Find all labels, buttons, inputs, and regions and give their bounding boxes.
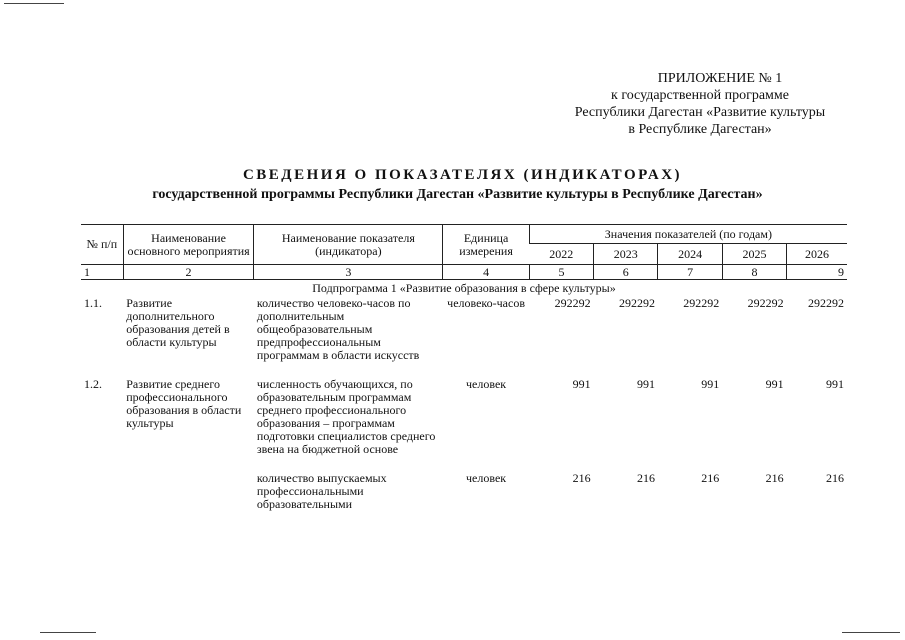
header-activity: Наименование основного мероприятия xyxy=(123,225,254,265)
row-activity: Развитие дополнительного образования детей в области культуры xyxy=(126,296,230,349)
row-indicator: количество человеко-часов по дополнительным общеобразовательным предпрофессиональным программам в области искусств xyxy=(256,296,420,362)
row-value: 292292 xyxy=(808,296,844,310)
appendix-title: ПРИЛОЖЕНИЕ № 1 xyxy=(657,71,783,86)
row-value: 292292 xyxy=(683,296,720,310)
appendix-line-2: к государственной программе xyxy=(611,88,789,103)
row-unit: человеко-часов xyxy=(447,296,525,310)
row-value: 292292 xyxy=(618,296,655,310)
scan-artifact-bottom-right xyxy=(842,632,900,633)
row-indicator: количество выпускаемых профессиональными образовательными xyxy=(256,471,387,511)
row-value: 216 xyxy=(572,471,591,485)
row-code: 1.2. xyxy=(84,377,102,391)
row-activity xyxy=(123,472,254,511)
row-value: 216 xyxy=(765,471,784,485)
scan-artifact-top-left xyxy=(4,3,64,4)
scan-artifact-bottom-left xyxy=(40,632,96,633)
row-code: 1.1. xyxy=(84,296,102,310)
header-number: № п/п xyxy=(81,225,123,265)
column-number: 4 xyxy=(443,265,529,280)
appendix-line-3: Республики Дагестан «Развитие культуры xyxy=(574,105,826,120)
header-year: 2022 xyxy=(529,244,593,265)
row-value: 991 xyxy=(765,377,784,391)
column-number: 3 xyxy=(254,265,443,280)
column-number: 6 xyxy=(594,265,658,280)
row-indicator: численность обучающихся, по образовательным программам среднего профессионального образования – программам подготовки специалистов среднего звена на бюджетной основе xyxy=(256,377,436,456)
row-value: 991 xyxy=(636,377,655,391)
column-number: 5 xyxy=(529,265,593,280)
row-value: 216 xyxy=(826,471,844,485)
row-value: 292292 xyxy=(554,296,591,310)
row-value: 216 xyxy=(636,471,655,485)
row-value: 991 xyxy=(572,377,591,391)
column-number: 1 xyxy=(81,265,123,280)
title-heading: СВЕДЕНИЯ О ПОКАЗАТЕЛЯХ (ИНДИКАТОРАХ) xyxy=(242,167,683,183)
subprogram-title: Подпрограмма 1 «Развитие образования в сфере культуры» xyxy=(312,281,616,295)
row-value: 216 xyxy=(701,471,720,485)
row-code xyxy=(81,472,123,511)
appendix-block xyxy=(520,70,880,138)
row-unit: человек xyxy=(466,377,507,391)
row-value: 991 xyxy=(701,377,720,391)
appendix-line-4: в Республике Дагестан» xyxy=(628,122,772,137)
row-activity: Развитие среднего профессионального образования в области культуры xyxy=(126,377,242,430)
table-row xyxy=(81,378,847,456)
indicators-table xyxy=(81,224,847,511)
table-row xyxy=(81,472,847,511)
header-year: 2025 xyxy=(722,244,786,265)
row-unit: человек xyxy=(466,471,507,485)
title-subheading: государственной программы Республики Дагестан «Развитие культуры в Республике Дагестан» xyxy=(152,187,763,202)
row-value: 292292 xyxy=(747,296,784,310)
header-year: 2023 xyxy=(594,244,658,265)
column-number: 8 xyxy=(722,265,786,280)
row-value: 991 xyxy=(826,377,844,391)
header-year: 2026 xyxy=(787,244,847,265)
document-title xyxy=(0,166,905,204)
header-values-group: Значения показателей (по годам) xyxy=(529,225,847,244)
table-row xyxy=(81,297,847,362)
column-number: 9 xyxy=(787,265,847,280)
header-unit: Единица измерения xyxy=(443,225,529,265)
column-number: 2 xyxy=(123,265,254,280)
header-year: 2024 xyxy=(658,244,722,265)
header-indicator: Наименование показателя (индикатора) xyxy=(254,225,443,265)
column-number: 7 xyxy=(658,265,722,280)
